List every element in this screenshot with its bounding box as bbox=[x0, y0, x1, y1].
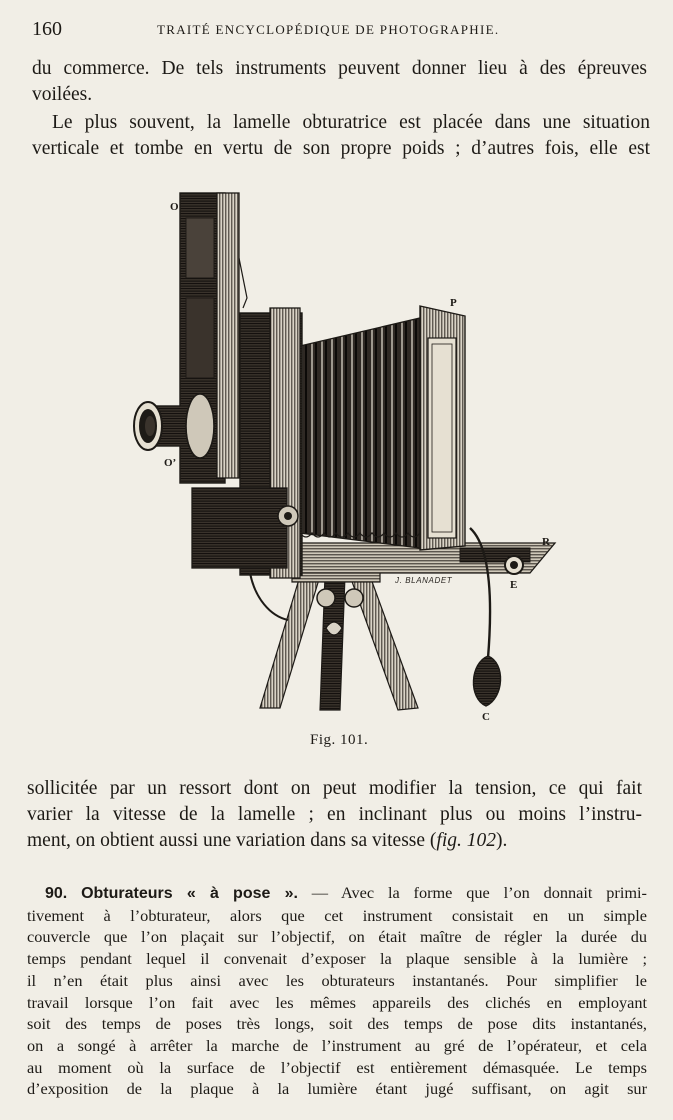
label-r: R bbox=[542, 536, 550, 548]
label-c: C bbox=[482, 711, 490, 723]
text-run: ). bbox=[496, 830, 508, 851]
rear-frame bbox=[420, 306, 465, 550]
tripod bbox=[260, 568, 418, 710]
label-o: O bbox=[170, 201, 179, 213]
running-title: TRAITÉ ENCYCLOPÉDIQUE DE PHOTOGRAPHIE. bbox=[157, 22, 500, 37]
label-e: E bbox=[510, 579, 518, 591]
paragraph-3 bbox=[27, 776, 642, 854]
engraver-signature: J. BLANADET bbox=[395, 576, 453, 585]
text-line: on a songé à arrêter la marche de l’instrument au gré de l’opérateur, et cela bbox=[27, 1035, 647, 1055]
text-line: il n’en était plus ainsi avec les obturateurs instantanés. Pour simplifier le bbox=[27, 970, 647, 990]
paragraph-2 bbox=[32, 110, 650, 162]
text-line: temps pendant lequel il convenait d’exposer la plaque sensible à la lumière ; bbox=[27, 949, 647, 969]
text-line: soit des temps de poses très longs, soit des temps de pose dits instantanés, bbox=[27, 1014, 647, 1034]
label-p: P bbox=[450, 297, 457, 309]
text-run: ment, on obtient aussi une variation dans sa vitesse ( bbox=[27, 830, 437, 851]
section-title: Obturateurs « à pose ». bbox=[81, 885, 298, 902]
lens bbox=[134, 394, 214, 458]
text-line bbox=[27, 828, 642, 854]
label-o-prime: O’ bbox=[164, 457, 177, 469]
text-run: — Avec la forme que l’on donnait primi- bbox=[311, 883, 647, 902]
text-line: couvercle que l’on plaçait sur l’objectif, on était maître de régler la durée du bbox=[27, 927, 647, 947]
text-line: travail lorsque l’on fait avec les mêmes appareils des clichés en employant bbox=[27, 992, 647, 1012]
paragraph-1 bbox=[32, 56, 647, 108]
running-header bbox=[32, 18, 649, 42]
text-line: varier la vitesse de la lamelle ; en inclinant plus ou moins l’instru- bbox=[27, 804, 642, 825]
figure-caption: Fig. 101. bbox=[310, 732, 369, 748]
figure-reference: fig. 102 bbox=[436, 830, 497, 851]
section-90 bbox=[27, 882, 647, 1100]
camera-engraving-figure bbox=[120, 188, 580, 728]
section-heading-line bbox=[27, 882, 647, 905]
text-line: au moment où la surface de l’objectif est entièrement démasquée. Le temps bbox=[27, 1057, 647, 1077]
page-number: 160 bbox=[32, 18, 62, 40]
text-line: tivement à l’obturateur, alors que cet instrument consistait en un simple bbox=[27, 905, 647, 925]
text-line: sollicitée par un ressort dont on peut modifier la tension, ce qui fait bbox=[27, 778, 642, 799]
text-line: Le plus souvent, la lamelle obturatrice est placée dans une situation bbox=[52, 112, 650, 133]
camera-bellows bbox=[300, 318, 420, 548]
text-line: voilées. bbox=[32, 84, 93, 105]
section-number: 90. bbox=[45, 885, 68, 902]
camera-illustration bbox=[120, 188, 580, 728]
text-line: verticale et tombe en vertu de son propre poids ; d’autres fois, elle est bbox=[32, 138, 650, 159]
text-line: d’exposition de la plaque à la lumière étant jugé suffisant, on agit sur bbox=[27, 1079, 647, 1099]
text-line: du commerce. De tels instruments peuvent donner lieu à des épreuves bbox=[32, 58, 647, 79]
